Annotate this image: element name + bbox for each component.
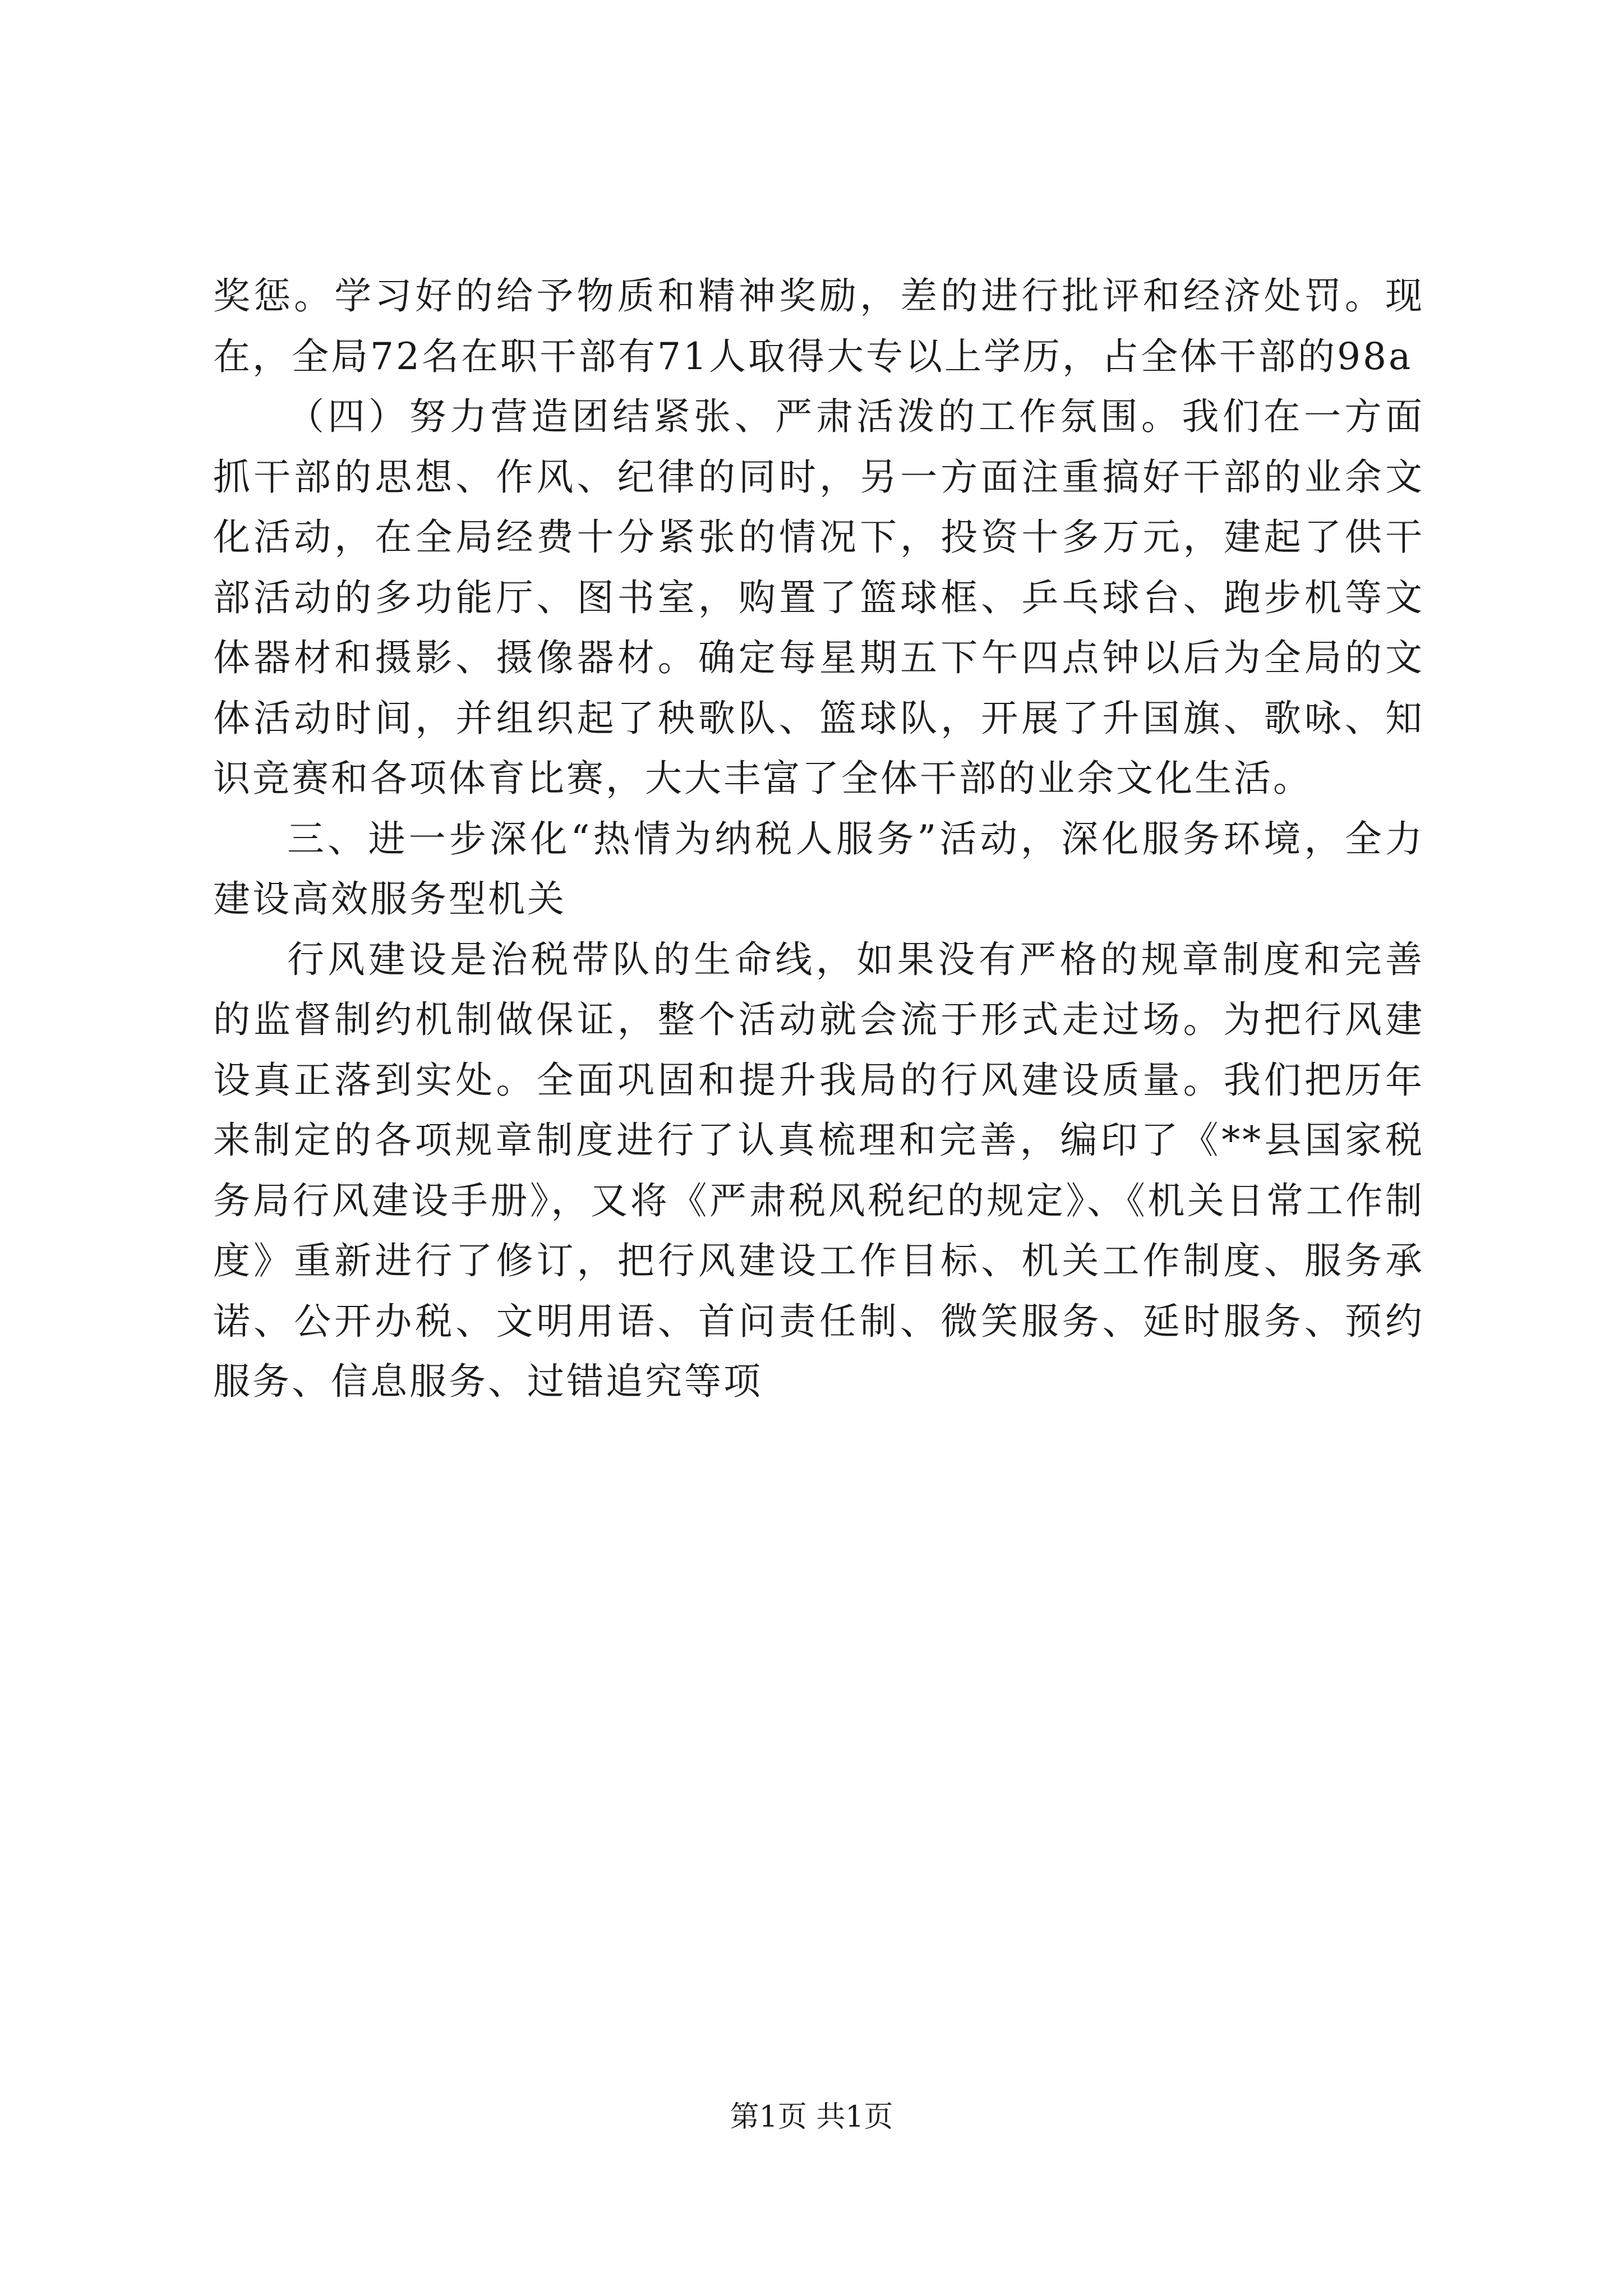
document-body: [213, 266, 1424, 1412]
page-footer: 第1页 共1页: [730, 2100, 893, 2134]
paragraph-work-atmosphere: （四）努力营造团结紧张、严肃活泼的工作氛围。我们在一方面抓干部的思想、作风、纪律的同时，另一方面注重搞好干部的业余文化活动，在全局经费十分紧张的情况下，投资十多万元，建起了供干部活动的多功能厅、图书室，购置了篮球框、乒乓球台、跑步机等文体器材和摄影、摄像器材。确定每星期五下午四点钟以后为全局的文体活动时间，并组织起了秧歌队、篮球队，开展了升国旗、歌咏、知识竞赛和各项体育比赛，大大丰富了全体干部的业余文化生活。: [213, 395, 1424, 800]
section-heading-service: 三、进一步深化“热情为纳税人服务”活动，深化服务环境，全力建设高效服务型机关: [213, 817, 1424, 921]
paragraph-rewards-education: 奖惩。学习好的给予物质和精神奖励，差的进行批评和经济处罚。现在，全局72名在职干部有71人取得大专以上学历，占全体干部的98a: [213, 274, 1424, 378]
paragraph-conduct-building: 行风建设是治税带队的生命线，如果没有严格的规章制度和完善的监督制约机制做保证，整个活动就会流于形式走过场。为把行风建设真正落到实处。全面巩固和提升我局的行风建设质量。我们把历年来制定的各项规章制度进行了认真梳理和完善，编印了《**县国家税务局行风建设手册》，又将《严肃税风税纪的规定》、《机关日常工作制度》重新进行了修订，把行风建设工作目标、机关工作制度、服务承诺、公开办税、文明用语、首问责任制、微笑服务、延时服务、预约服务、信息服务、过错追究等项: [213, 937, 1424, 1403]
